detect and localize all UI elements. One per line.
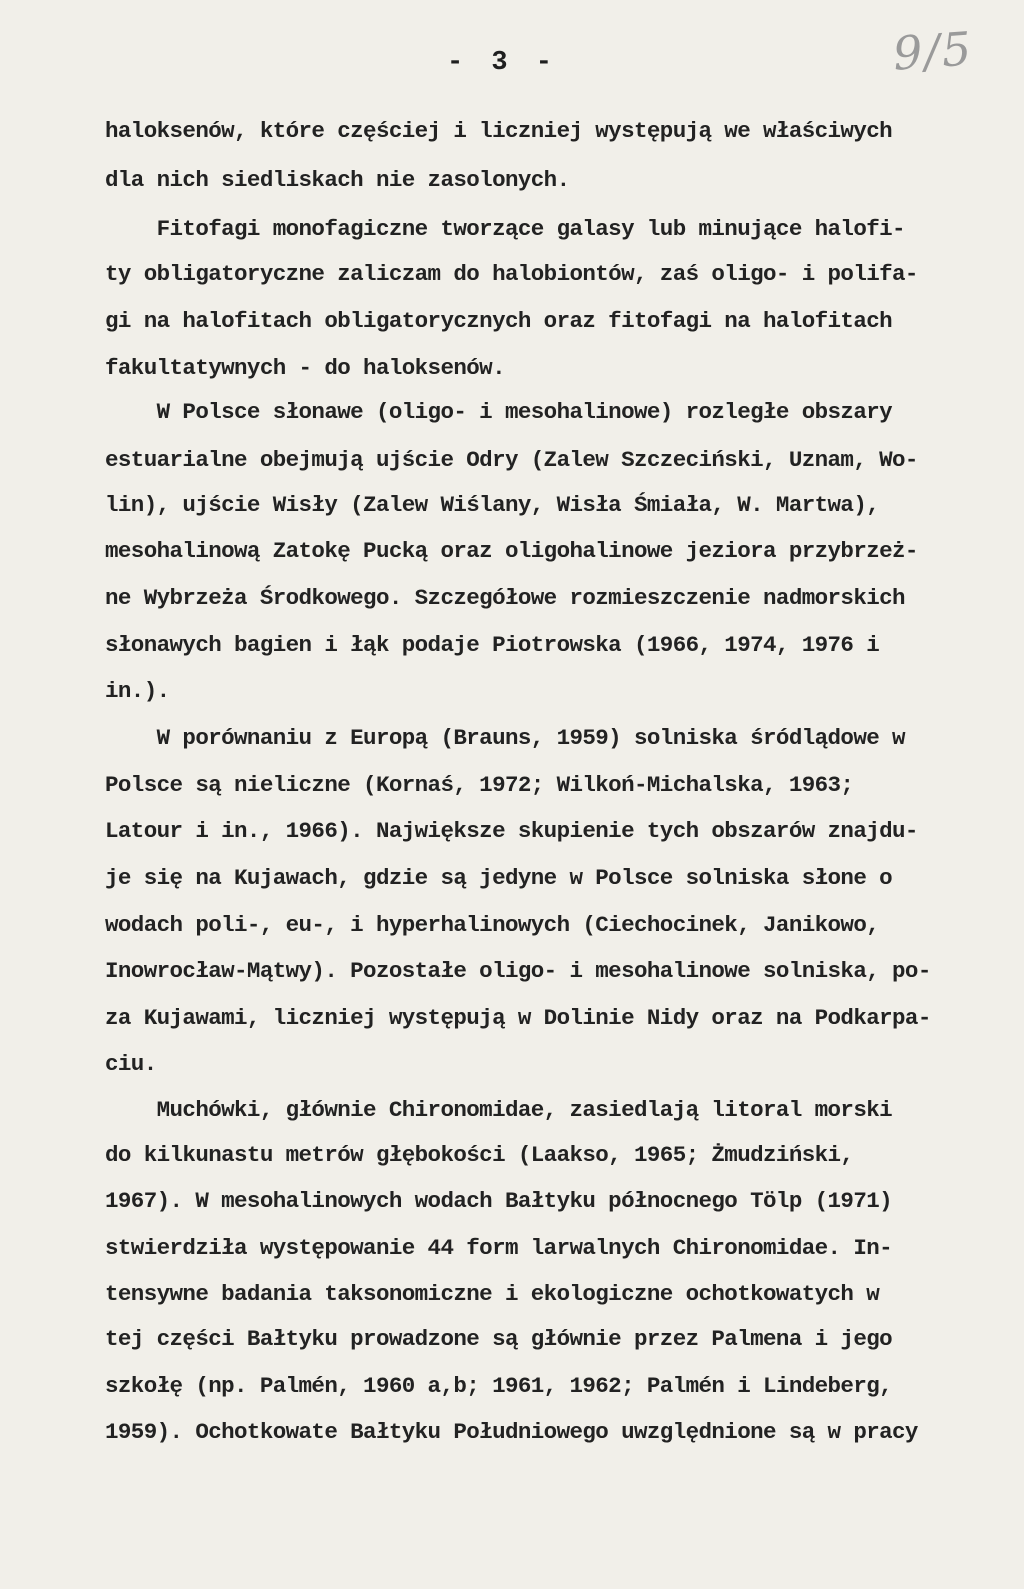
text-line: wodach poli-, eu-, i hyperhalinowych (Ciechocinek, Janikowo, [105,912,880,938]
text-line: tej części Bałtyku prowadzone są głównie przez Palmena i jego [105,1326,893,1352]
text-line: W Polsce słonawe (oligo- i mesohalinowe) rozległe obszary [105,399,893,425]
text-line: fakultatywnych - do haloksenów. [105,355,505,381]
text-line: do kilkunastu metrów głębokości (Laakso, 1965; Żmudziński, [105,1142,854,1168]
text-line: Polsce są nieliczne (Kornaś, 1972; Wilkoń-Michalska, 1963; [105,772,854,798]
text-line: gi na halofitach obligatorycznych oraz fitofagi na halofitach [105,308,893,334]
text-line: za Kujawami, liczniej występują w Dolinie Nidy oraz na Podkarpa- [105,1005,931,1031]
text-line: ne Wybrzeża Środkowego. Szczegółowe rozmieszczenie nadmorskich [105,585,905,611]
text-line: je się na Kujawach, gdzie są jedyne w Polsce solniska słone o [105,865,893,891]
text-line: Muchówki, głównie Chironomidae, zasiedlają litoral morski [105,1097,893,1123]
text-line: tensywne badania taksonomiczne i ekologiczne ochotkowatych w [105,1281,880,1307]
text-line: słonawych bagien i łąk podaje Piotrowska (1966, 1974, 1976 i [105,632,880,658]
handwritten-page-annotation: 9/5 [891,21,975,81]
text-line: haloksenów, które częściej i liczniej występują we właściwych [105,118,893,144]
text-line: dla nich siedliskach nie zasolonych. [105,167,570,193]
text-line: in.). [105,678,170,704]
text-line: stwierdziła występowanie 44 form larwalnych Chironomidae. In- [105,1235,893,1261]
text-line: mesohalinową Zatokę Pucką oraz oligohalinowe jeziora przybrzeż- [105,538,918,564]
text-line: Inowrocław-Mątwy). Pozostałe oligo- i mesohalinowe solniska, po- [105,958,931,984]
text-line: Latour i in., 1966). Największe skupienie tych obszarów znajdu- [105,818,918,844]
page-number: - 3 - [447,48,559,78]
text-line: W porównaniu z Europą (Brauns, 1959) solniska śródlądowe w [105,725,905,751]
text-line: 1959). Ochotkowate Bałtyku Południowego uwzględnione są w pracy [105,1419,918,1445]
text-line: 1967). W mesohalinowych wodach Bałtyku północnego Tölp (1971) [105,1188,893,1214]
text-line: Fitofagi monofagiczne tworzące galasy lub minujące halofi- [105,216,905,242]
text-line: ciu. [105,1051,157,1077]
text-line: ty obligatoryczne zaliczam do halobiontów, zaś oligo- i polifa- [105,261,918,287]
text-line: lin), ujście Wisły (Zalew Wiślany, Wisła Śmiała, W. Martwa), [105,492,880,518]
text-line: estuarialne obejmują ujście Odry (Zalew Szczeciński, Uznam, Wo- [105,447,918,473]
text-line: szkołę (np. Palmén, 1960 a,b; 1961, 1962; Palmén i Lindeberg, [105,1373,893,1399]
